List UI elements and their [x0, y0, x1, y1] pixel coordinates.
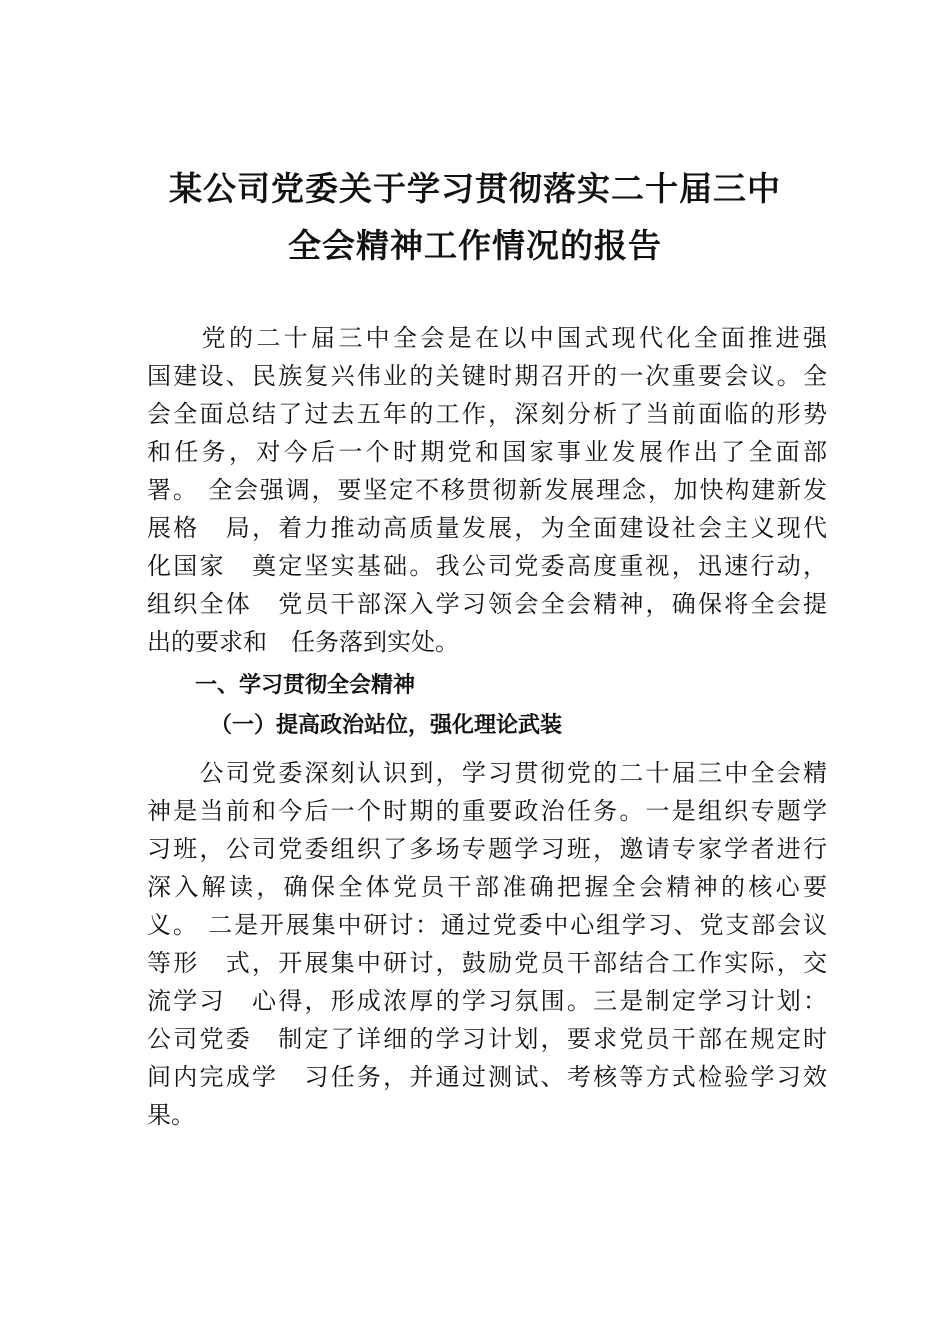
paragraph-2-line: 等形 式，开展集中研讨，鼓励党员干部结合工作实际，交 [147, 949, 827, 977]
report-title-line-1: 某公司党委关于学习贯彻落实二十届三中 [169, 169, 781, 208]
paragraph-2-line: 神是当前和今后一个时期的重要政治任务。一是组织专题学 [147, 797, 827, 825]
paragraph-2-line: 公司党委深刻认识到，学习贯彻党的二十届三中全会精 [147, 759, 827, 787]
report-title-line-2: 全会精神工作情况的报告 [288, 226, 662, 265]
paragraph-2-line: 流学习 心得，形成浓厚的学习氛围。三是制定学习计划： [147, 987, 827, 1015]
paragraph-1-line: 展格 局，着力推动高质量发展，为全面建设社会主义现代 [147, 514, 827, 542]
paragraph-1-line: 和任务，对今后一个时期党和国家事业发展作出了全面部 [147, 438, 827, 466]
paragraph-1-line: 国建设、民族复兴伟业的关键时期召开的一次重要会议。全 [147, 362, 827, 390]
paragraph-1-line: 化国家 奠定坚实基础。我公司党委高度重视，迅速行动， [147, 552, 827, 580]
paragraph-1-line: 署。 全会强调，要坚定不移贯彻新发展理念，加快构建新发 [147, 476, 827, 504]
paragraph-2-line: 公司党委 制定了详细的学习计划，要求党员干部在规定时 [147, 1025, 827, 1053]
paragraph-2-line: 义。 二是开展集中研讨：通过党委中心组学习、党支部会议 [147, 911, 827, 939]
paragraph-2-line: 深入解读，确保全体党员干部准确把握全会精神的核心要 [147, 873, 827, 901]
paragraph-1-line: 会全面总结了过去五年的工作，深刻分析了当前面临的形势 [147, 400, 827, 428]
paragraph-2-line: 习班，公司党委组织了多场专题学习班，邀请专家学者进行 [147, 835, 827, 863]
subsection-1-heading: （一）提高政治站位，强化理论武装 [210, 713, 563, 738]
section-1-heading: 一、学习贯彻全会精神 [195, 673, 416, 698]
paragraph-1-line: 出的要求和 任务落到实处。 [147, 628, 459, 656]
paragraph-1-line: 党的二十届三中全会是在以中国式现代化全面推进强 [147, 324, 827, 352]
paragraph-2-line: 间内完成学 习任务，并通过测试、考核等方式检验学习效 [147, 1063, 827, 1091]
paragraph-2-line: 果。 [147, 1101, 195, 1129]
paragraph-1-line: 组织全体 党员干部深入学习领会全会精神，确保将全会提 [147, 590, 827, 618]
